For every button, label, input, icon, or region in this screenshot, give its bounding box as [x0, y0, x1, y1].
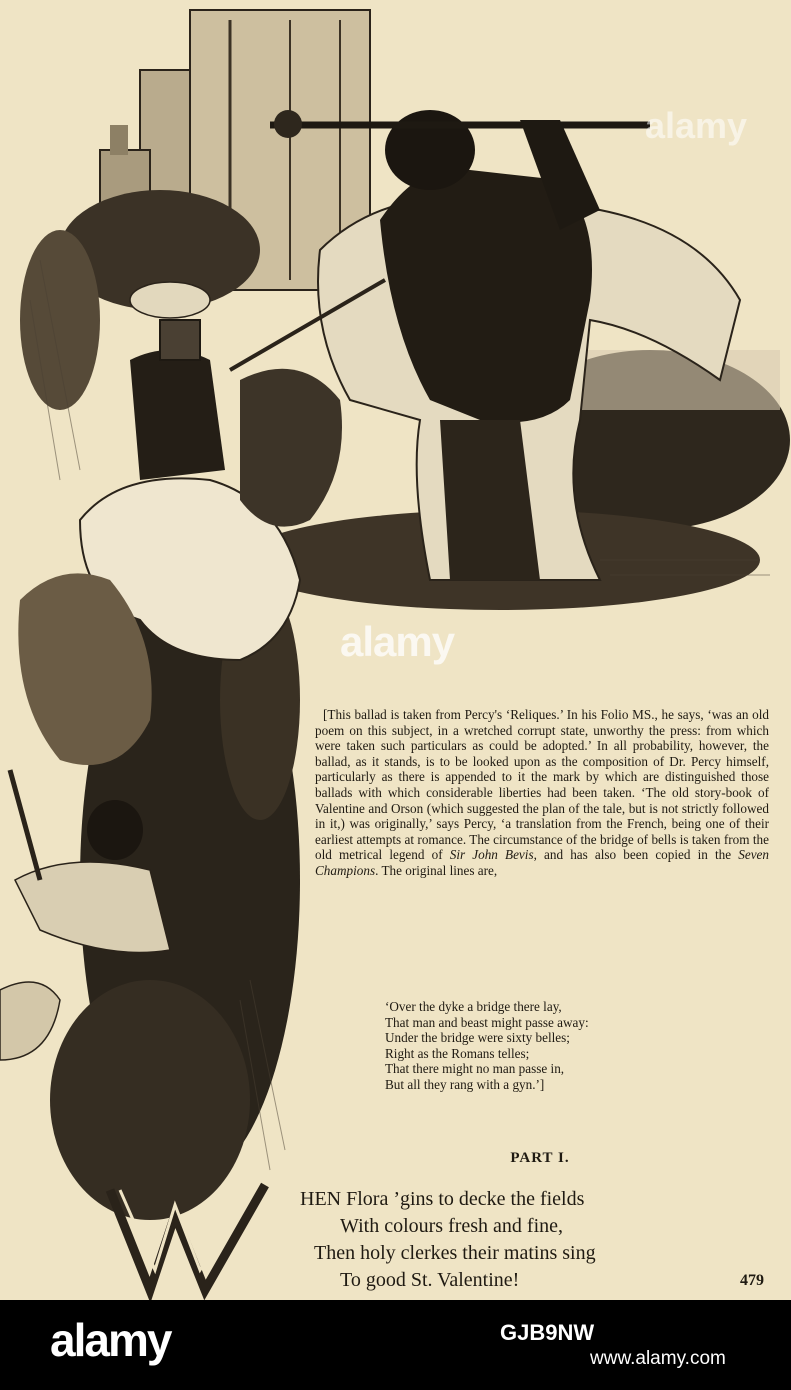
intro-note: [315, 707, 769, 879]
poem-stanza: [300, 1186, 740, 1294]
poem-line: With colours fresh and fine,: [340, 1215, 564, 1237]
poem-line: Then holy clerkes their matins sing: [314, 1242, 596, 1264]
verse-line: Under the bridge were sixty belles;: [385, 1030, 570, 1046]
verse-line: But all they rang with a gyn.’]: [385, 1076, 545, 1092]
intro-italic-champions: Seven Champions: [315, 847, 769, 878]
watermark-overlay-top: alamy: [645, 105, 748, 146]
verse-line: That there might no man passe in,: [385, 1061, 565, 1077]
poem-line: HEN Flora ’gins to decke the fields: [300, 1188, 585, 1210]
verse-line: That man and beast might passe away:: [385, 1014, 589, 1030]
intro-text-1: [This ballad is taken from Percy's ‘Reliques.’ In his Folio MS., he says, ‘was an old poem on this subject, in a wretched corrupt state, unworthy the press: from which were taken such particulars as could be adopted.’ In all probability, however, the ballad, as it stands, is to be looked upon as the composition of Dr. Percy himself, particularly as there is appended to it the mark by which are distinguished those ballads with which considerable liberties had been taken. ‘The old story-book of Valentine and Orson (which suggested the plan of the tale, but is not strictly followed in it,) was originally,’ says Percy, ‘a translation from the French, being one of their earliest attempts at romance. The circumstance of the bridge of bells is taken from the old metrical legend of: [315, 707, 769, 863]
intro-text-2: , and has also been copied in the: [533, 847, 739, 863]
quoted-verse: [385, 999, 765, 1093]
alamy-logo: alamy: [50, 1314, 171, 1366]
poem-line: To good St. Valentine!: [340, 1269, 520, 1291]
part-heading: PART I.: [510, 1150, 570, 1166]
image-id: GJB9NW: [500, 1320, 595, 1345]
page-number: 479: [740, 1272, 764, 1289]
watermark-overlay: alamy: [340, 618, 455, 665]
verse-line: Right as the Romans telles;: [385, 1045, 530, 1061]
intro-italic-bevis: Sir John Bevis: [449, 847, 534, 863]
footer-url: www.alamy.com: [590, 1348, 726, 1369]
verse-line: ‘Over the dyke a bridge there lay,: [385, 999, 562, 1014]
intro-text-3: . The original lines are,: [375, 862, 498, 878]
